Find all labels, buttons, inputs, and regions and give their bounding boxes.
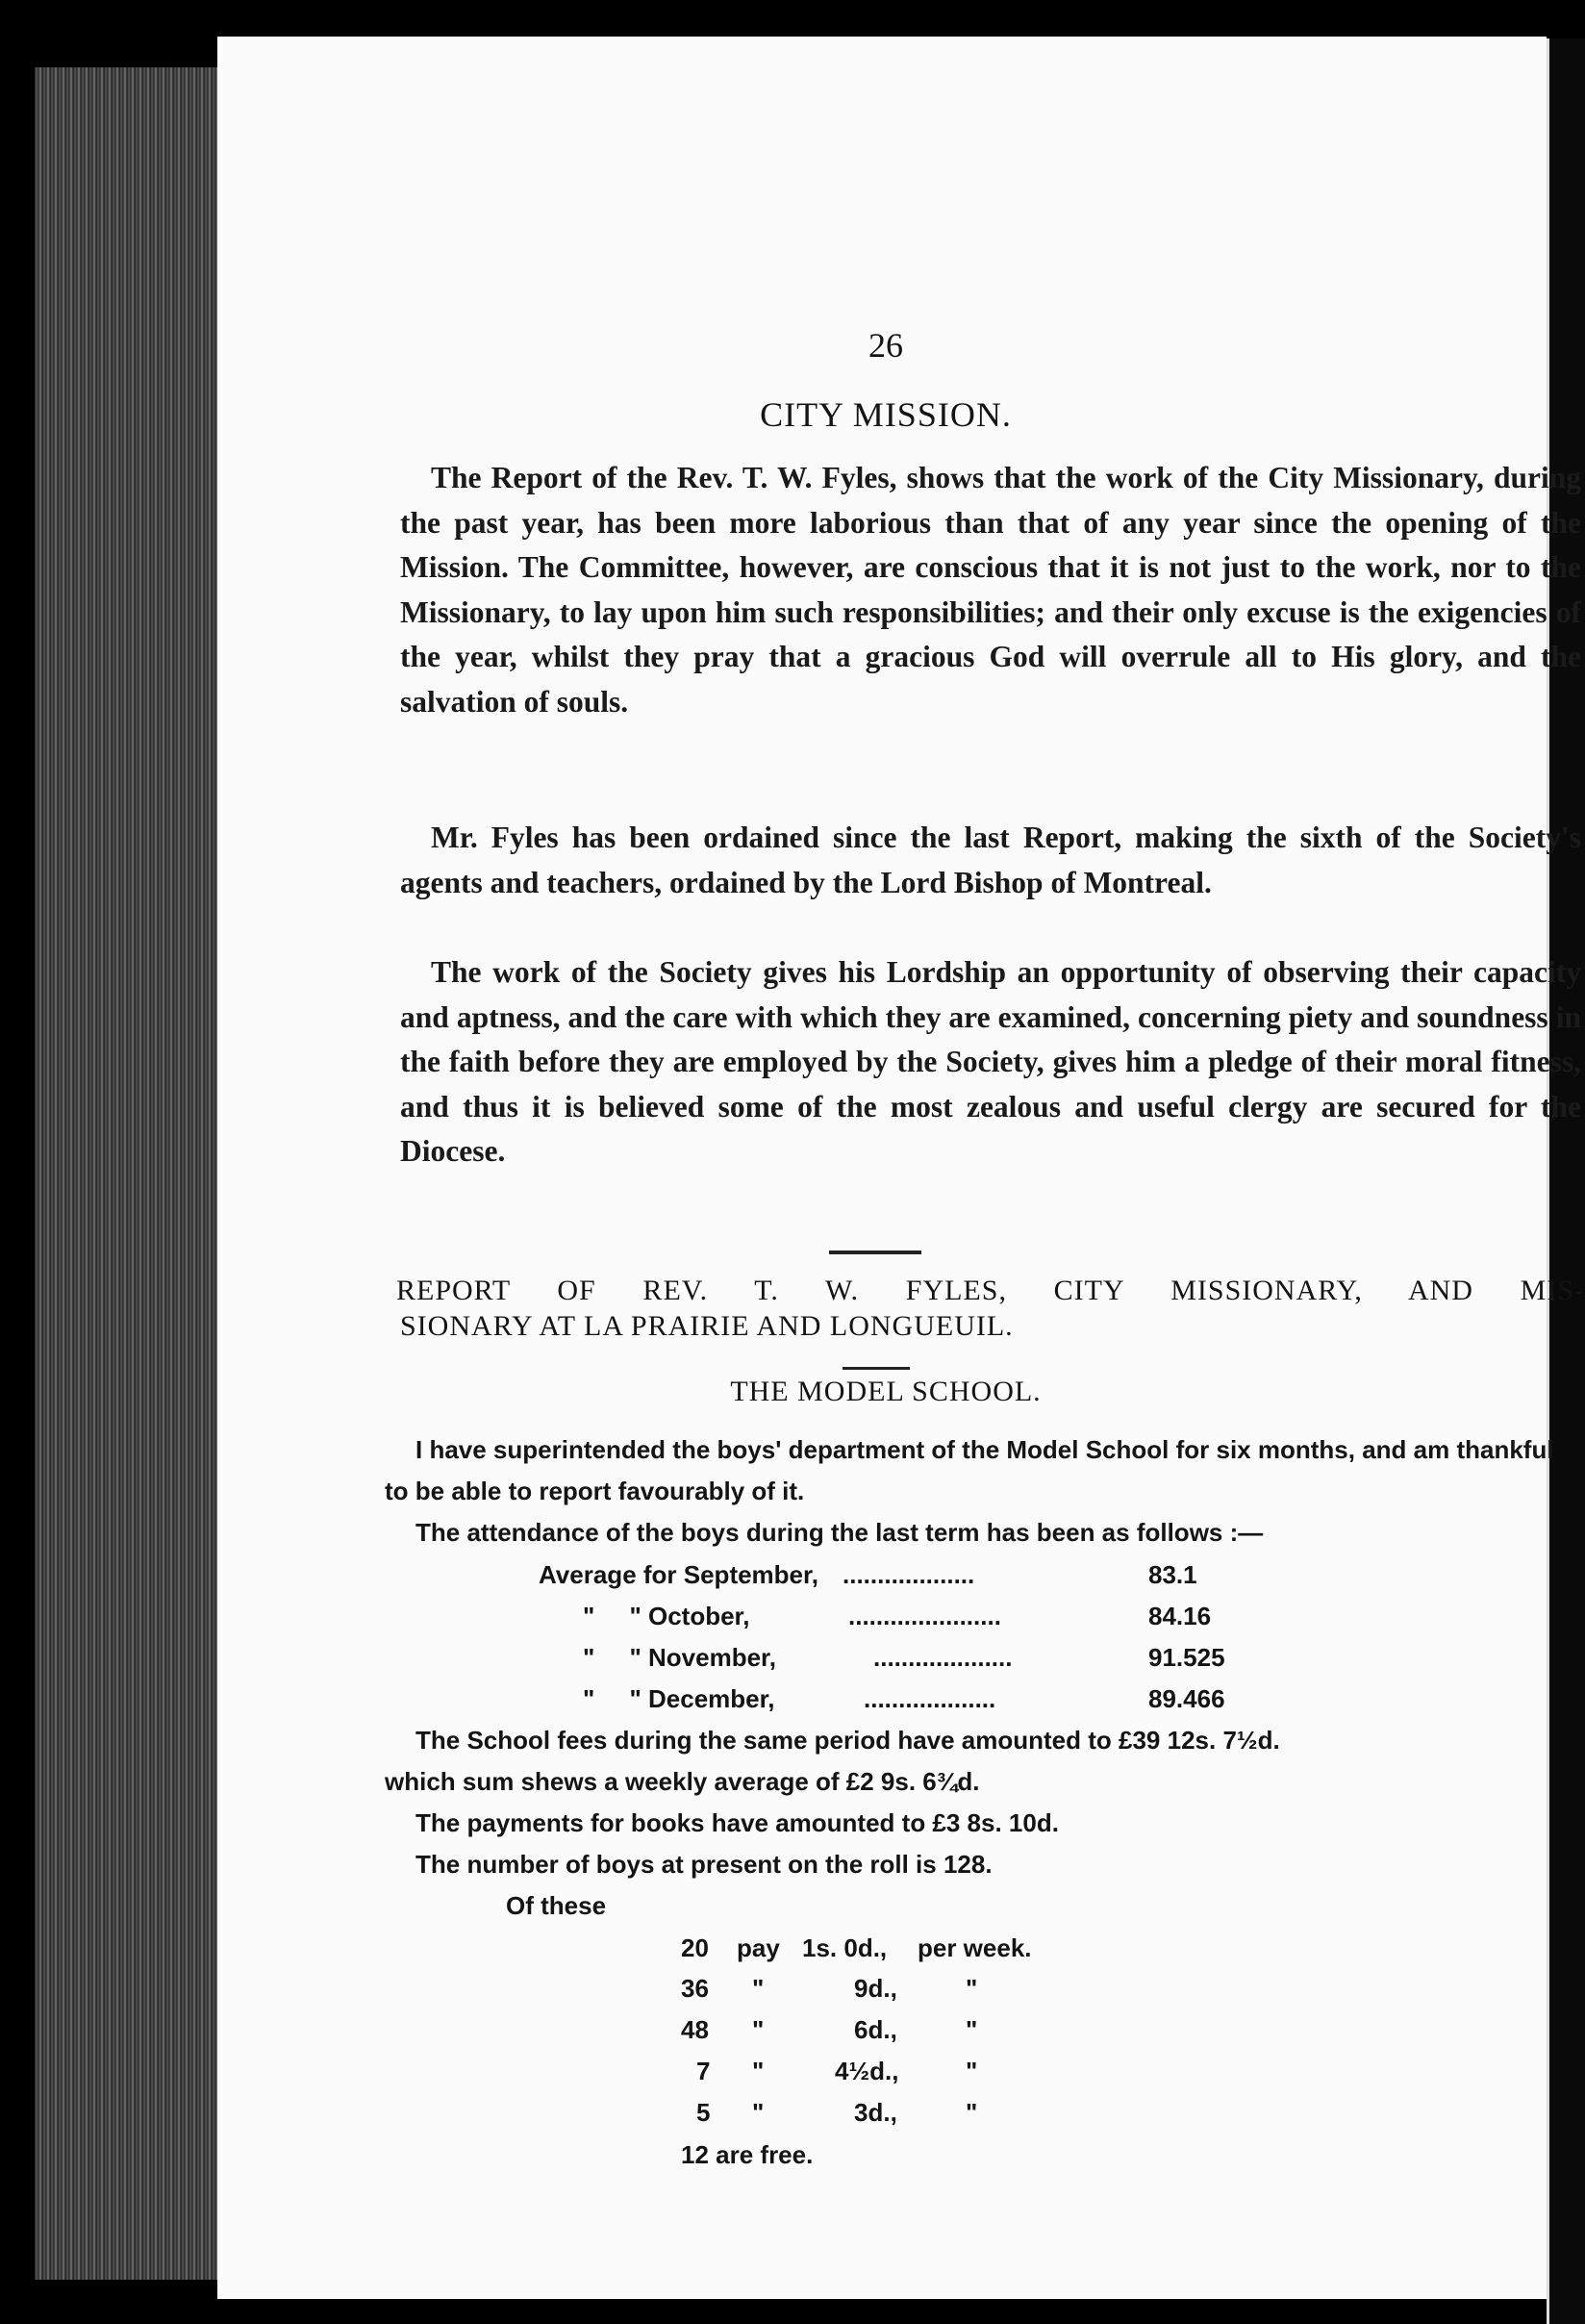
fees-count: 20 <box>681 1933 709 1962</box>
attendance-label: " " December, <box>583 1684 775 1713</box>
attendance-value: 91.525 <box>1148 1643 1225 1672</box>
fees-count: 7 <box>696 2057 711 2085</box>
facing-page-edge <box>1547 38 1585 2324</box>
report-heading-line2: SIONARY AT LA PRAIRIE AND LONGUEUIL. <box>400 1310 1014 1342</box>
attendance-value: 83.1 <box>1148 1560 1197 1589</box>
free-line: 12 are free. <box>681 2140 814 2169</box>
attendance-dots: .................... <box>873 1643 1013 1672</box>
fees-count: 36 <box>681 1974 709 2003</box>
fees-amount: 6d., <box>854 2015 897 2044</box>
fees-count: 5 <box>696 2098 711 2127</box>
attendance-label: " " October, <box>583 1602 750 1630</box>
fees-per: " <box>966 2057 978 2085</box>
report-heading-line1: REPORT OF REV. T. W. FYLES, CITY MISSIONARY, AND MIS- <box>396 1275 1585 1306</box>
roll-line: The number of boys at present on the roll is 128. <box>415 1850 993 1879</box>
attendance-intro: The attendance of the boys during the last term has been as follows :— <box>415 1518 1264 1547</box>
fees-line-2: which sum shews a weekly average of £2 9s. 6¾d. <box>385 1767 980 1796</box>
attendance-value: 84.16 <box>1148 1602 1212 1630</box>
model-school-title: THE MODEL SCHOOL. <box>730 1376 1042 1407</box>
paragraph-3: The work of the Society gives his Lordship an opportunity of observing their capacity and aptness, and the care with which they are examined, concerning piety and soundness in the faith before they are employed by the Society, gives him a pledge of their moral fitness, and thus it is believed some of the most zealous and useful clergy are secured for the Diocese. <box>400 955 1581 1168</box>
fees-amount: 1s. 0d., <box>802 1933 888 1962</box>
attendance-dots: ................... <box>864 1684 996 1713</box>
books-line: The payments for books have amounted to £3 8s. 10d. <box>415 1808 1059 1837</box>
fees-per: " <box>966 2015 978 2044</box>
page-number: 26 <box>868 326 903 365</box>
attendance-value: 89.466 <box>1148 1684 1225 1713</box>
fees-amount: 4½d., <box>835 2057 899 2085</box>
attendance-label: Average for September, <box>539 1560 818 1589</box>
fees-pay: " <box>752 1974 765 2003</box>
book-spine-edge <box>35 67 217 2280</box>
fees-count: 48 <box>681 2015 709 2044</box>
fees-amount: 9d., <box>854 1974 897 2003</box>
fees-pay: pay <box>737 1933 780 1962</box>
paragraph-1: The Report of the Rev. T. W. Fyles, shows that the work of the City Missionary, during the past year, has been more laborious than that of any year since the opening of the Mission. The Committee, however, are conscious that it is not just to the work, nor to the Missionary, to lay upon him such responsibilities; and their only excuse is the exigencies of the year, whilst they pray that a gracious God will overrule all to His glory, and the salvation of souls. <box>400 461 1581 719</box>
divider-rule-small <box>843 1367 910 1370</box>
fees-amount: 3d., <box>854 2098 897 2127</box>
book-page <box>217 37 1585 2299</box>
fees-pay: " <box>752 2015 765 2044</box>
divider-rule <box>829 1250 921 1254</box>
fees-line-1: The School fees during the same period have amounted to £39 12s. 7½d. <box>415 1726 1280 1755</box>
attendance-label: " " November, <box>583 1643 776 1672</box>
of-these-line: Of these <box>506 1891 607 1920</box>
attendance-dots: ................... <box>843 1560 975 1589</box>
section-title: CITY MISSION. <box>760 395 1012 434</box>
fees-per: per week. <box>918 1933 1032 1962</box>
fees-per: " <box>966 1974 978 2003</box>
attendance-dots: ...................... <box>848 1602 1001 1630</box>
fees-pay: " <box>752 2057 765 2085</box>
paragraph-2: Mr. Fyles has been ordained since the last Report, making the sixth of the Society's agents and teachers, ordained by the Lord Bishop of Montreal. <box>400 821 1581 899</box>
fees-per: " <box>966 2098 978 2127</box>
model-school-intro: I have superintended the boys' department of the Model School for six months, and am thankful to be able to report favourably of it. <box>385 1435 1554 1505</box>
fees-pay: " <box>752 2098 765 2127</box>
